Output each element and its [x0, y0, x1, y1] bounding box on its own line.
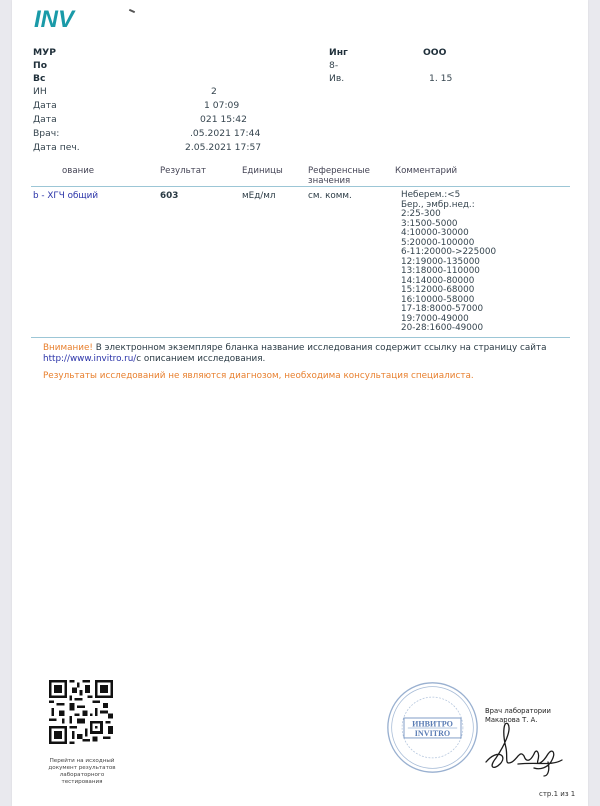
- column-result: Результат: [160, 166, 206, 176]
- header-right-label-2: 8-: [329, 60, 339, 71]
- header-label-date-2: Дата: [33, 114, 57, 125]
- svg-text:ИНВИТРО: ИНВИТРО: [412, 719, 453, 729]
- header-value-inz: 2: [211, 86, 217, 97]
- comment-line: 16:10000-58000: [401, 294, 475, 305]
- header-label-date-1: Дата: [33, 100, 57, 111]
- header-right-value-org: ООО: [423, 47, 447, 58]
- column-test-name: ование: [62, 166, 95, 176]
- comment-line: 19:7000-49000: [401, 313, 469, 324]
- page-number: стр.1 из 1: [539, 790, 576, 798]
- signature-icon: [478, 718, 568, 778]
- comment-line: 3:1500-5000: [401, 218, 458, 229]
- test-comment: [401, 191, 496, 334]
- comment-line: 14:14000-80000: [401, 275, 475, 286]
- qr-code[interactable]: [49, 680, 113, 744]
- doctor-name: Макарова Т. А.: [485, 716, 538, 724]
- invitro-logo: INV: [34, 6, 75, 33]
- column-comment: Комментарий: [395, 166, 458, 176]
- comment-line: 20-28:1600-49000: [401, 323, 484, 333]
- test-name-link[interactable]: b - ХГЧ общий: [33, 191, 99, 201]
- disclaimer-text: Результаты исследований не являются диагнозом, необходима консультация специалиста.: [43, 371, 474, 381]
- attention-link-suffix: с описанием исследования.: [136, 354, 266, 364]
- header-right-value-3: 1. 15: [429, 73, 453, 84]
- comment-line: 12:19000-135000: [401, 256, 480, 267]
- comment-line: 6-11:20000->225000: [401, 247, 497, 257]
- document-page: [12, 0, 588, 806]
- invitro-site-link[interactable]: http://www.invitro.ru/: [43, 354, 137, 364]
- header-right-label-1: Инг: [329, 47, 348, 58]
- comment-line: 2:25-300: [401, 209, 441, 219]
- column-reference: Референсные значения: [308, 166, 370, 186]
- attention-note: [43, 343, 546, 354]
- attention-note-line-2: [43, 354, 265, 365]
- svg-text:INVITRO: INVITRO: [414, 729, 451, 739]
- table-bottom-divider: [31, 337, 570, 338]
- header-value-date-1: 1 07:09: [204, 100, 240, 111]
- patient-field-3: Вс: [33, 73, 46, 84]
- patient-field-2: По: [33, 60, 48, 71]
- header-label-doctor: Врач:: [33, 128, 60, 139]
- comment-line: Бер., эмбр.нед.:: [401, 199, 475, 210]
- test-reference: см. комм.: [308, 191, 352, 201]
- comment-line: 4:10000-30000: [401, 228, 469, 238]
- doctor-title: Врач лаборатории: [485, 707, 551, 715]
- header-value-doctor-date: .05.2021 17:44: [190, 128, 261, 139]
- header-value-date-2: 021 15:42: [200, 114, 247, 125]
- comment-line: Неберем.:<5: [401, 190, 461, 200]
- comment-line: 17-18:8000-57000: [401, 304, 484, 314]
- table-header-divider: [31, 186, 570, 187]
- comment-line: 5:20000-100000: [401, 237, 475, 248]
- comment-line: 13:18000-110000: [401, 266, 480, 276]
- header-label-inz: ИН: [33, 86, 47, 97]
- test-units: мЕд/мл: [242, 191, 276, 201]
- column-units: Единицы: [242, 166, 283, 176]
- attention-label: Внимание!: [43, 343, 93, 353]
- attention-text: В электронном экземпляре бланка название исследования содержит ссылку на страницу сайта: [92, 343, 547, 353]
- logo-fragment: [129, 9, 135, 13]
- header-right-label-3: Ив.: [329, 73, 345, 84]
- lab-stamp-icon: [385, 680, 480, 775]
- qr-caption: Перейти на исходный документ результатов лабораторного тестирования: [48, 758, 116, 785]
- patient-surname: МУР: [33, 47, 56, 58]
- test-result-value: 603: [160, 191, 179, 201]
- comment-line: 15:12000-68000: [401, 285, 475, 295]
- header-value-print-date: 2.05.2021 17:57: [185, 142, 262, 153]
- header-label-print-date: Дата печ.: [33, 142, 80, 153]
